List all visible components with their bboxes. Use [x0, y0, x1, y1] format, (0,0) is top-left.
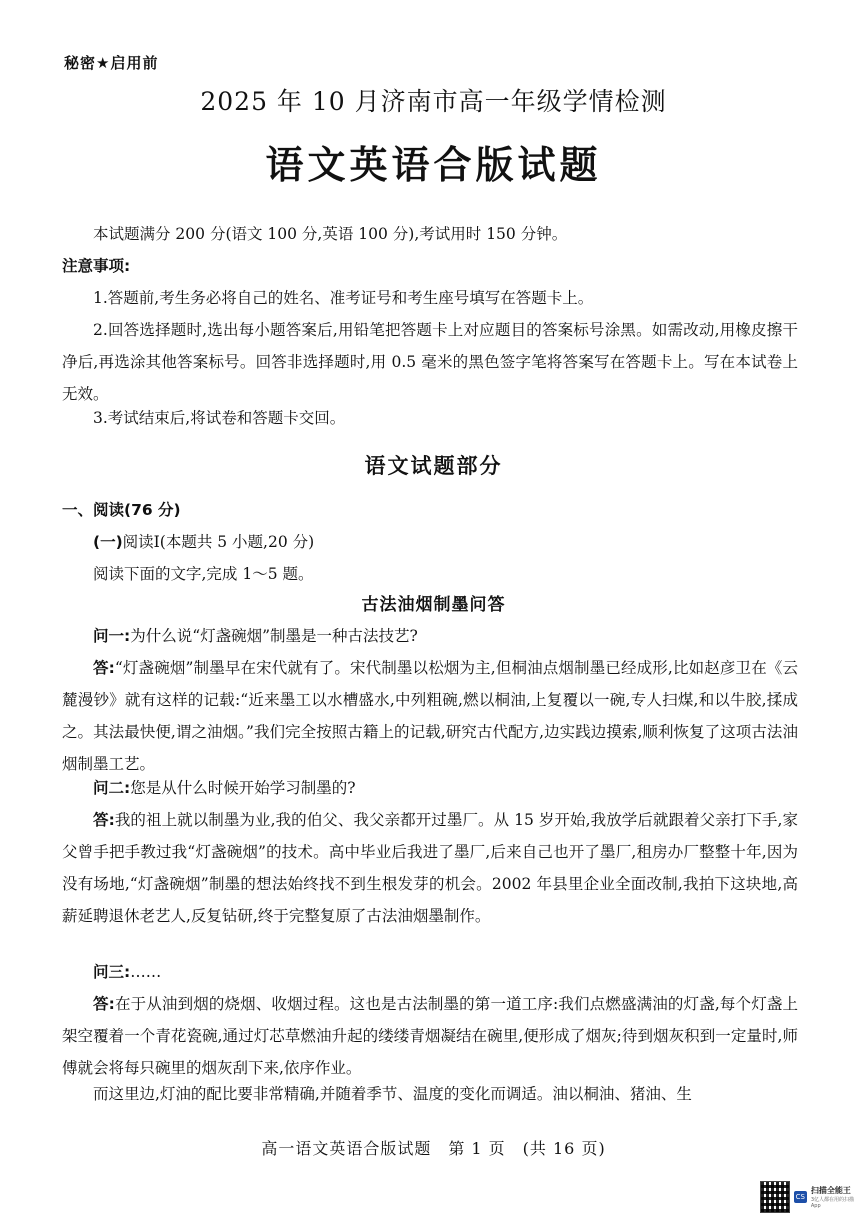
- page-footer: 高一语文英语合版试题 第 1 页 (共 16 页): [261, 1139, 606, 1158]
- subpart-label: (一): [93, 533, 123, 551]
- answer-3: [62, 988, 798, 1084]
- scanner-subtitle: 3亿人都在用的扫描App: [810, 1197, 855, 1209]
- answer-1-text: “灯盏碗烟”制墨早在宋代就有了。宋代制墨以松烟为主,但桐油点烟制墨已经成形,比如赵彦卫在《云麓漫钞》就有这样的记载:“近来墨工以水槽盛水,中列粗碗,燃以桐油,上复覆以一碗,专人扫煤,和以牛胶,揉成之。其法最快便,谓之油烟。”我们完全按照古籍上的记载,研究古代配方,边实践边摸索,顺利恢复了这项古法油烟制墨工艺。: [62, 659, 798, 773]
- note-item-3: 3.考试结束后,将试卷和答题卡交回。: [93, 409, 346, 427]
- question-1: [62, 620, 798, 652]
- scanner-watermark: [760, 1180, 860, 1214]
- question-2-text: 您是从什么时候开始学习制墨的?: [130, 779, 356, 797]
- qr-code-icon: [760, 1181, 790, 1213]
- question-1-label: 问一:: [93, 627, 131, 645]
- answer-2-label: 答:: [93, 811, 115, 829]
- answer-3-label: 答:: [93, 995, 115, 1013]
- subpart-heading: [62, 526, 798, 558]
- note-item-2: 2.回答选择题时,选出每小题答案后,用铅笔把答题卡上对应题目的答案标号涂黑。如需改动,用橡皮擦干净后,再选涂其他答案标号。回答非选择题时,用 0.5 毫米的黑色签字笔将答案写在答题卡上。写在本试卷上无效。: [62, 321, 798, 403]
- scanner-name: 扫描全能王: [810, 1186, 851, 1195]
- notes-heading: 注意事项:: [62, 257, 131, 275]
- question-3-label: 问三:: [93, 963, 131, 981]
- scanner-text: [811, 1185, 860, 1209]
- answer-2: [62, 804, 798, 932]
- exam-title: 2025 年 10 月济南市高一年级学情检测: [200, 87, 667, 116]
- question-3-text: ……: [130, 963, 162, 981]
- reading-instruction: 阅读下面的文字,完成 1～5 题。: [93, 565, 314, 583]
- section-title: 语文试题部分: [364, 454, 503, 478]
- main-title: 语文英语合版试题: [265, 143, 602, 187]
- article-title: 古法油烟制墨问答: [361, 595, 506, 615]
- question-2-label: 问二:: [93, 779, 131, 797]
- camscanner-logo-icon: CS: [795, 1193, 806, 1201]
- part-heading: 一、阅读(76 分): [62, 501, 181, 519]
- note-item-1: 1.答题前,考生务必将自己的姓名、准考证号和考生座号填写在答题卡上。: [93, 289, 594, 307]
- answer-2-text: 我的祖上就以制墨为业,我的伯父、我父亲都开过墨厂。从 15 岁开始,我放学后就跟着父亲打下手,家父曾手把手教过我“灯盏碗烟”的技术。高中毕业后我进了墨厂,后来自己也开了墨厂,租房办厂整整十年,因为没有场地,“灯盏碗烟”制墨的想法始终找不到生根发芽的机会。2002 年县里企业全面改制,我拍下这块地,高薪延聘退休老艺人,反复钻研,终于完整复原了古法油烟墨制作。: [62, 811, 798, 925]
- confidential-label: 秘密★启用前: [64, 54, 159, 72]
- subpart-text: 阅读Ⅰ(本题共 5 小题,20 分): [122, 533, 315, 551]
- answer-1-label: 答:: [93, 659, 115, 677]
- exam-intro: 本试题满分 200 分(语文 100 分,英语 100 分),考试用时 150 分钟。: [93, 225, 568, 243]
- question-3: [62, 956, 798, 988]
- answer-1: [62, 652, 798, 780]
- question-1-text: 为什么说“灯盏碗烟”制墨是一种古法技艺?: [130, 627, 418, 645]
- question-2: [62, 772, 798, 804]
- paragraph-continued: 而这里边,灯油的配比要非常精确,并随着季节、温度的变化而调适。油以桐油、猪油、生: [93, 1085, 692, 1103]
- answer-3-text: 在于从油到烟的烧烟、收烟过程。这也是古法制墨的第一道工序:我们点燃盛满油的灯盏,每个灯盏上架空覆着一个青花瓷碗,通过灯芯草燃油升起的缕缕青烟凝结在碗里,便形成了烟灰;待到烟灰积到一定量时,师傅就会将每只碗里的烟灰刮下来,依序作业。: [62, 995, 798, 1077]
